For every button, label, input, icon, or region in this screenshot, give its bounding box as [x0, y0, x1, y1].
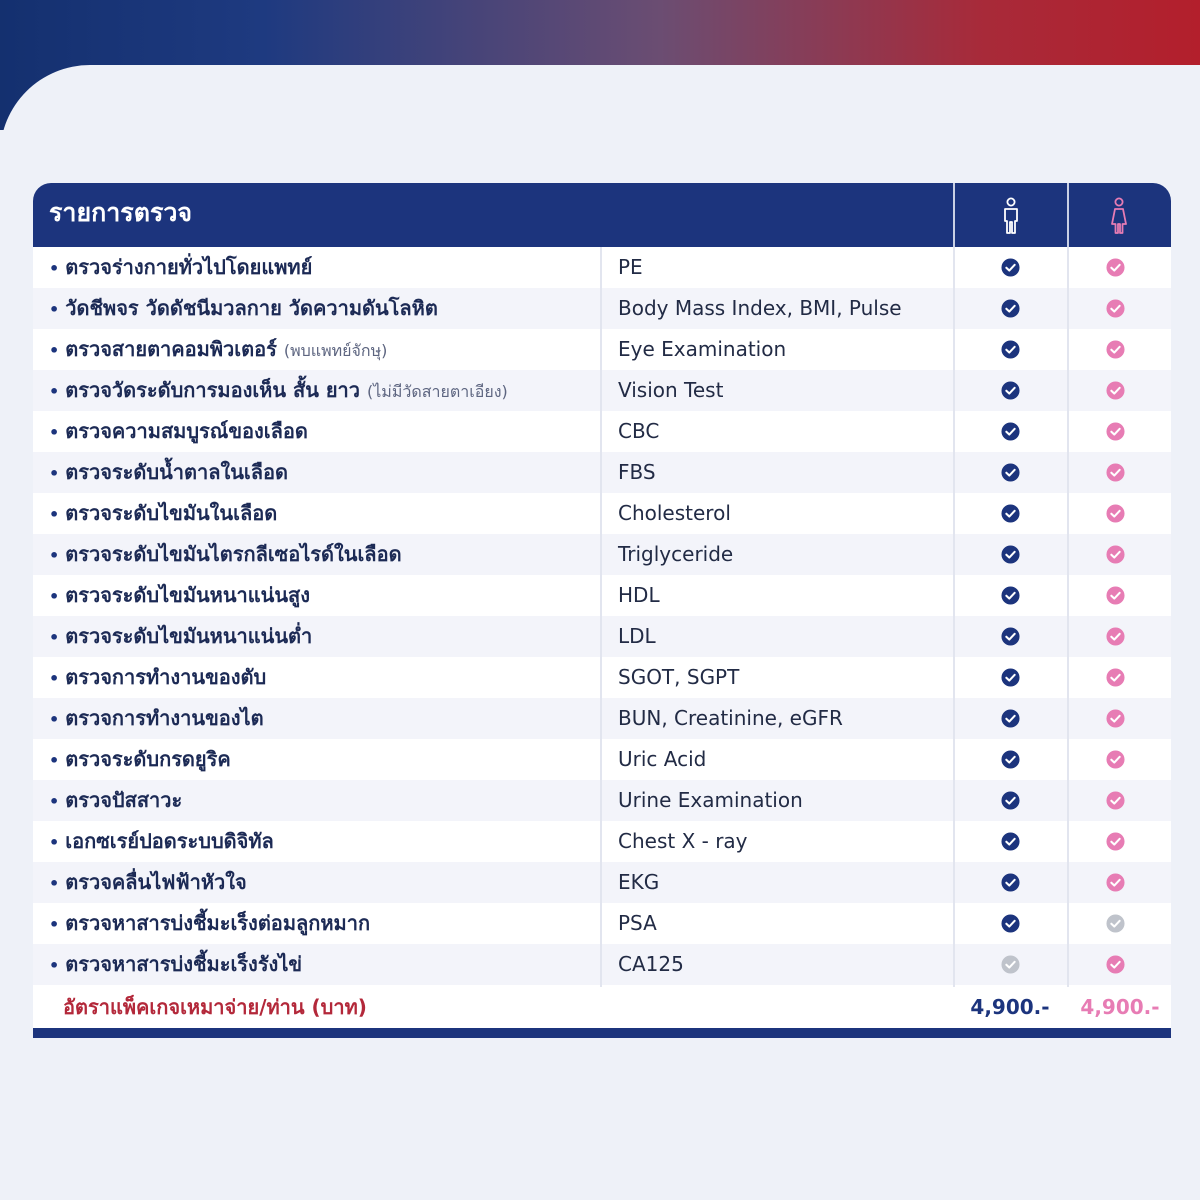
table-row: [33, 493, 1171, 534]
female-check-icon: [1106, 504, 1125, 523]
female-check-icon: [1106, 340, 1125, 359]
female-check-icon: [1106, 914, 1125, 933]
table-row: [33, 370, 1171, 411]
female-check-icon: [1106, 463, 1125, 482]
male-check-icon: [1001, 381, 1020, 400]
price-male: 4,900.-: [970, 995, 1050, 1019]
test-name-en: Cholesterol: [618, 501, 731, 525]
table-row: [33, 247, 1171, 288]
test-name-text: ตรวจความสมบูรณ์ของเลือด: [65, 419, 308, 443]
test-name-th: [49, 903, 370, 944]
test-name-th: [49, 616, 312, 657]
test-name-th: [49, 657, 266, 698]
table-bottom-bar: [33, 1028, 1171, 1038]
table-row: [33, 780, 1171, 821]
bullet-icon: •: [49, 259, 60, 278]
test-name-text: ตรวจหาสารบ่งชี้มะเร็งรังไข่: [65, 952, 303, 976]
test-name-text: ตรวจระดับไขมันหนาแน่นสูง: [65, 583, 310, 607]
test-name-th: [49, 575, 310, 616]
table-row: [33, 862, 1171, 903]
bullet-icon: •: [49, 833, 60, 852]
bullet-icon: •: [49, 751, 60, 770]
bullet-icon: •: [49, 915, 60, 934]
bullet-icon: •: [49, 423, 60, 442]
test-name-text: ตรวจระดับน้ำตาลในเลือด: [65, 460, 288, 484]
test-name-text: ตรวจสายตาคอมพิวเตอร์: [65, 337, 277, 361]
table-row: [33, 821, 1171, 862]
table-row: [33, 329, 1171, 370]
male-check-icon: [1001, 504, 1020, 523]
bullet-icon: •: [49, 628, 60, 647]
table-row: [33, 575, 1171, 616]
test-name-th: [49, 452, 288, 493]
male-check-icon: [1001, 422, 1020, 441]
test-name-en: PE: [618, 255, 643, 279]
test-name-th: [49, 534, 402, 575]
test-note: (ไม่มีวัดสายตาเอียง): [367, 382, 508, 401]
test-name-en: PSA: [618, 911, 657, 935]
test-name-th: [49, 698, 264, 739]
test-name-th: [49, 288, 438, 329]
test-name-en: FBS: [618, 460, 656, 484]
male-check-icon: [1001, 299, 1020, 318]
female-check-icon: [1106, 791, 1125, 810]
test-name-en: SGOT, SGPT: [618, 665, 740, 689]
column-divider: [600, 247, 602, 987]
column-divider: [953, 247, 955, 1028]
checkup-table: [33, 183, 1171, 1038]
table-row: [33, 288, 1171, 329]
male-check-icon: [1001, 791, 1020, 810]
male-check-icon: [1001, 258, 1020, 277]
table-row: [33, 534, 1171, 575]
price-row: [33, 987, 1171, 1028]
price-label: อัตราแพ็คเกจเหมาจ่าย/ท่าน (บาท): [63, 995, 367, 1019]
bullet-icon: •: [49, 341, 60, 360]
test-name-en: LDL: [618, 624, 656, 648]
female-check-icon: [1106, 832, 1125, 851]
test-name-text: ตรวจวัดระดับการมองเห็น สั้น ยาว: [65, 378, 361, 402]
test-name-text: ตรวจการทำงานของตับ: [65, 665, 267, 689]
female-check-icon: [1106, 258, 1125, 277]
table-row: [33, 739, 1171, 780]
test-name-text: ตรวจปัสสาวะ: [65, 788, 183, 812]
male-check-icon: [1001, 709, 1020, 728]
table-title: รายการตรวจ: [49, 198, 193, 227]
bullet-icon: •: [49, 300, 60, 319]
male-check-icon: [1001, 627, 1020, 646]
table-row: [33, 657, 1171, 698]
test-name-th: [49, 862, 247, 903]
test-name-text: ตรวจคลื่นไฟฟ้าหัวใจ: [65, 870, 247, 894]
test-name-th: [49, 739, 231, 780]
female-check-icon: [1106, 627, 1125, 646]
bullet-icon: •: [49, 874, 60, 893]
test-name-text: ตรวจระดับไขมันหนาแน่นต่ำ: [65, 624, 313, 648]
male-check-icon: [1001, 914, 1020, 933]
bullet-icon: •: [49, 792, 60, 811]
table-header: [33, 183, 1171, 247]
table-row: [33, 944, 1171, 985]
female-check-icon: [1106, 750, 1125, 769]
bullet-icon: •: [49, 546, 60, 565]
male-check-icon: [1001, 750, 1020, 769]
test-name-th: [49, 329, 387, 370]
female-check-icon: [1106, 422, 1125, 441]
bullet-icon: •: [49, 464, 60, 483]
bullet-icon: •: [49, 956, 60, 975]
male-check-icon: [1001, 955, 1020, 974]
table-row: [33, 452, 1171, 493]
test-name-en: BUN, Creatinine, eGFR: [618, 706, 843, 730]
test-name-text: เอกซเรย์ปอดระบบดิจิทัล: [65, 829, 274, 853]
test-name-text: ตรวจระดับกรดยูริค: [65, 747, 231, 771]
test-name-th: [49, 493, 277, 534]
bullet-icon: •: [49, 710, 60, 729]
table-row: [33, 903, 1171, 944]
male-check-icon: [1001, 463, 1020, 482]
header-divider: [953, 183, 955, 247]
column-divider: [1067, 247, 1069, 1028]
male-check-icon: [1001, 873, 1020, 892]
female-person-icon: [1107, 197, 1131, 235]
test-name-en: CBC: [618, 419, 660, 443]
female-check-icon: [1106, 873, 1125, 892]
test-name-en: Vision Test: [618, 378, 724, 402]
table-row: [33, 411, 1171, 452]
female-check-icon: [1106, 586, 1125, 605]
test-name-th: [49, 944, 302, 985]
test-name-th: [49, 370, 508, 411]
test-name-th: [49, 411, 308, 452]
female-check-icon: [1106, 299, 1125, 318]
test-name-text: วัดชีพจร วัดดัชนีมวลกาย วัดความดันโลหิต: [65, 296, 438, 320]
test-name-en: HDL: [618, 583, 660, 607]
female-check-icon: [1106, 955, 1125, 974]
table-row: [33, 616, 1171, 657]
test-name-th: [49, 821, 274, 862]
test-name-text: ตรวจระดับไขมันในเลือด: [65, 501, 278, 525]
male-check-icon: [1001, 545, 1020, 564]
bullet-icon: •: [49, 669, 60, 688]
test-name-text: ตรวจการทำงานของไต: [65, 706, 264, 730]
male-check-icon: [1001, 832, 1020, 851]
price-female: 4,900.-: [1080, 995, 1160, 1019]
bullet-icon: •: [49, 587, 60, 606]
female-check-icon: [1106, 381, 1125, 400]
test-name-text: ตรวจระดับไขมันไตรกลีเซอไรด์ในเลือด: [65, 542, 402, 566]
male-check-icon: [1001, 586, 1020, 605]
bullet-icon: •: [49, 382, 60, 401]
header-divider: [1067, 183, 1069, 247]
table-row: [33, 698, 1171, 739]
test-name-text: ตรวจหาสารบ่งชี้มะเร็งต่อมลูกหมาก: [65, 911, 371, 935]
test-name-en: Body Mass Index, BMI, Pulse: [618, 296, 902, 320]
test-name-en: Triglyceride: [618, 542, 734, 566]
test-name-en: Chest X - ray: [618, 829, 748, 853]
female-check-icon: [1106, 709, 1125, 728]
female-check-icon: [1106, 668, 1125, 687]
test-name-text: ตรวจร่างกายทั่วไปโดยแพทย์: [65, 255, 313, 279]
female-check-icon: [1106, 545, 1125, 564]
test-note: (พบแพทย์จักษุ): [283, 341, 388, 360]
male-person-icon: [999, 197, 1023, 235]
male-check-icon: [1001, 668, 1020, 687]
test-name-th: [49, 247, 312, 288]
test-name-en: CA125: [618, 952, 684, 976]
test-name-en: Uric Acid: [618, 747, 707, 771]
bullet-icon: •: [49, 505, 60, 524]
test-name-en: Urine Examination: [618, 788, 803, 812]
test-name-en: EKG: [618, 870, 660, 894]
test-name-th: [49, 780, 182, 821]
male-check-icon: [1001, 340, 1020, 359]
test-name-en: Eye Examination: [618, 337, 787, 361]
